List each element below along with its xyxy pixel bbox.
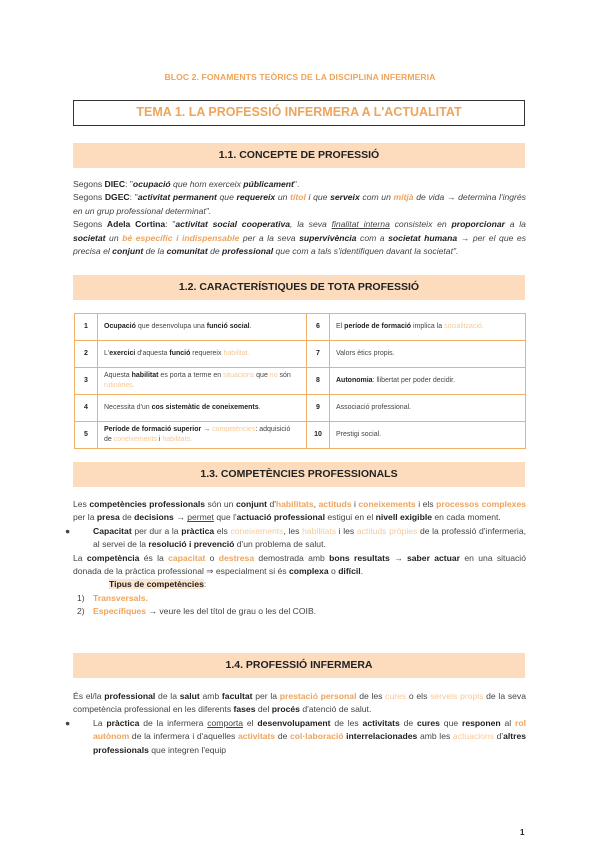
text-run: : " (129, 192, 138, 203)
characteristic-cell (98, 422, 307, 449)
text-run: en cada moment. (431, 512, 501, 523)
text-run: demostrada amb (254, 552, 330, 563)
text-run: un (105, 232, 123, 243)
text-run: els (214, 525, 231, 536)
text-run: . (258, 404, 261, 411)
table-row (75, 314, 526, 341)
table-row (75, 395, 526, 422)
text-run: o (205, 552, 219, 563)
text-run: , les (283, 525, 303, 536)
text-run: de (399, 717, 418, 728)
text-run: professional (104, 691, 156, 701)
text-run: cures (417, 717, 440, 728)
text-run: amb (199, 691, 222, 701)
section-heading-1-2: 1.2. CARACTERÍSTIQUES DE TOTA PROFESSIÓ (73, 275, 525, 300)
text-run: de les (330, 717, 363, 728)
row-number: 7 (307, 341, 330, 368)
characteristic-cell (330, 395, 526, 422)
text-run: per la (252, 691, 280, 701)
text-run: cos sistemàtic de coneixements (151, 404, 259, 411)
characteristic-cell (98, 341, 307, 368)
text-run: Adela Cortina (106, 219, 166, 230)
text-run: rutinàries. (104, 382, 135, 389)
text-run: habilitat (131, 372, 159, 379)
text-run: fases (233, 704, 256, 715)
text-run: competències (212, 426, 256, 433)
text-run: i els (415, 499, 437, 509)
section-heading-1-1: 1.1. CONCEPTE DE PROFESSIÓ (73, 143, 525, 168)
characteristic-cell (98, 368, 307, 395)
text-run: que (254, 372, 270, 379)
text-run: Segons (73, 179, 105, 189)
text-run: prestació personal (279, 691, 357, 701)
text-run: i les (336, 525, 357, 536)
section-1-4-body (65, 690, 527, 757)
text-run: que hom exerceix (170, 179, 244, 189)
text-run: període de formació (344, 323, 412, 330)
text-run: i (351, 499, 359, 509)
text-run: que (439, 717, 462, 728)
text-run: que desenvolupa una (135, 323, 207, 330)
topic-title: TEMA 1. LA PROFESSIÓ INFERMERA A L'ACTUALITAT (73, 100, 525, 126)
text-run: Aquesta (104, 372, 132, 379)
text-run: El (336, 323, 345, 330)
text-run: consisteix en (389, 219, 452, 230)
text-run: La (93, 717, 107, 728)
text-run: rol autònom (93, 717, 526, 742)
text-run: competència (86, 552, 140, 563)
text-run: funció (169, 350, 191, 357)
text-run: que l' (213, 512, 237, 523)
text-run: coneixements (358, 499, 416, 509)
text-run: de la seva competència professional en les diferents (73, 691, 526, 715)
text-run: que (216, 192, 237, 203)
text-run: i (156, 436, 163, 443)
text-run: és la (139, 552, 169, 563)
text-run: pràctica (181, 525, 215, 536)
text-run: implica la (411, 323, 445, 330)
text-run: són (277, 372, 291, 379)
text-run: capacitat (168, 552, 206, 563)
text-run: altres professionals (93, 731, 527, 755)
text-run: títol (290, 192, 306, 203)
text-run: es porta a terme en (158, 372, 224, 379)
text-run: supervivència (299, 232, 357, 243)
row-number: 8 (307, 368, 330, 395)
text-run: públicament (243, 179, 294, 189)
text-run: conjunt (112, 246, 144, 257)
text-run: serveix (330, 192, 360, 203)
text-run: amb les (417, 731, 453, 742)
definition-diec (73, 178, 526, 191)
bullet-text (93, 526, 526, 549)
text-run: Segons (73, 219, 107, 230)
text-run: d' (266, 499, 276, 509)
text-run: Les (73, 499, 90, 509)
text-run: habilitats (302, 525, 337, 536)
text-run: interrelacionades (346, 731, 418, 742)
text-run: ". (293, 179, 300, 189)
text-run: difícil (338, 566, 361, 577)
characteristics-table (74, 313, 526, 449)
text-run: destresa (218, 552, 255, 563)
text-run: socialització. (444, 323, 484, 330)
competence-types-list (73, 592, 526, 619)
text-run: , (313, 499, 319, 509)
text-run: decisions (134, 512, 174, 523)
text-run: el (243, 717, 258, 728)
row-number: 3 (75, 368, 98, 395)
text-run: com a (356, 232, 389, 243)
text-run: activitats (362, 717, 400, 728)
text-run: mitjà (393, 192, 414, 203)
text-run: actuació professional (236, 512, 325, 523)
text-run: Període de formació superior (104, 426, 202, 433)
table-row (75, 341, 526, 368)
text-run: de la infermera i d'aquelles (129, 731, 238, 742)
text-run: coneixements (113, 436, 157, 443)
text-run: pràctica (106, 717, 140, 728)
section-heading-1-4: 1.4. PROFESSIÓ INFERMERA (73, 653, 525, 678)
row-number: 10 (307, 422, 330, 449)
text-run: → (389, 552, 407, 563)
text-run: per dur a la (131, 525, 182, 536)
text-run: no (269, 372, 278, 379)
row-number: 5 (75, 422, 98, 449)
text-run: de la infermera (139, 717, 208, 728)
text-run: saber actuar (407, 552, 461, 563)
text-run: estigui en el (324, 512, 376, 523)
text-run: bons resultats (329, 552, 390, 563)
text-run: o (328, 566, 339, 577)
text-run: permet (187, 512, 214, 523)
bullet-icon: ● (65, 525, 71, 536)
text-run: finalitat interna (331, 219, 390, 230)
section-heading-1-3: 1.3. COMPETÈNCIES PROFESSIONALS (73, 462, 525, 487)
text-run: de (275, 731, 291, 742)
text-run: Necessita d'un (104, 404, 152, 411)
text-run: coneixements (230, 525, 284, 536)
row-number: 4 (75, 395, 98, 422)
text-run: conjunt (235, 499, 267, 509)
page-number: 1 (520, 828, 525, 837)
text-run: nivell exigible (375, 512, 432, 523)
text-run: d' (494, 731, 504, 742)
list-text (93, 593, 148, 603)
text-run: presa (96, 512, 120, 523)
text-run: que com a tals s'identifiquen davant la societat". (273, 246, 459, 257)
text-run: : " (165, 219, 176, 230)
text-run: activitat permanent (137, 192, 217, 203)
characteristic-cell (330, 422, 526, 449)
section-1-1-body (73, 178, 526, 258)
text-run: proporcionar (451, 219, 505, 230)
text-run: de les (356, 691, 386, 701)
text-run: Valors ètics propis. (336, 350, 395, 357)
list-item (73, 592, 526, 605)
list-item (73, 605, 526, 618)
table-row (75, 422, 526, 449)
text-run: de la professió d'infermeria, al servei de la (93, 525, 526, 550)
text-run: com un (359, 192, 394, 203)
text-run: de (207, 246, 223, 257)
text-run: exercici (109, 350, 136, 357)
text-run: → (201, 426, 213, 433)
text-run: L' (104, 350, 110, 357)
text-run: processos complexes (436, 499, 527, 509)
text-run: de la (143, 246, 167, 257)
text-run: → (173, 512, 188, 523)
text-run: al (500, 717, 516, 728)
text-run: comporta (207, 717, 244, 728)
text-run: . (360, 566, 364, 577)
text-run: → per el que es precisa el (73, 232, 526, 257)
text-run: Transversals. (93, 592, 148, 603)
text-run: a la (504, 219, 526, 230)
characteristic-cell (330, 314, 526, 341)
nurse-definition (73, 690, 526, 717)
text-run: habilitats. (162, 436, 192, 443)
competencies-paragraph (73, 498, 526, 525)
list-number: 2) (77, 606, 85, 617)
text-run: funció social (206, 323, 250, 330)
bullet-item (65, 717, 527, 757)
block-title: BLOC 2. FONAMENTS TEÒRICS DE LA DISCIPLINA INFERMERIA (164, 72, 436, 82)
text-run: Capacitat (93, 525, 132, 536)
text-run: per a la seva (239, 232, 300, 243)
text-run: per la (73, 512, 97, 523)
text-run: competències professionals (89, 499, 206, 509)
text-run: Autonomia (336, 377, 373, 384)
text-run: requereix (190, 350, 224, 357)
text-run: societat humana (388, 232, 458, 243)
text-run: activitat social cooperativa (175, 219, 291, 230)
text-run: desenvolupament (257, 717, 331, 728)
text-run: Específiques (93, 606, 147, 617)
text-run: activitats (237, 731, 276, 742)
competence-paragraph (73, 552, 526, 579)
text-run: La (73, 552, 87, 563)
text-run: actituds pròpies (356, 525, 418, 536)
text-run: DGEC (104, 192, 130, 203)
characteristic-cell (98, 314, 307, 341)
text-run: Ocupació (104, 323, 136, 330)
text-run: salut (179, 691, 200, 701)
text-run: que integren l'equip (148, 744, 227, 755)
bullet-icon: ● (65, 717, 71, 728)
characteristic-cell (330, 341, 526, 368)
text-run: resolució i prevenció (148, 539, 235, 550)
text-run: del (255, 704, 272, 715)
list-text (93, 606, 316, 616)
text-run: Segons (73, 192, 105, 203)
text-run: en una situació donada de la pràctica professional ⇒ especialment si és (73, 552, 526, 577)
types-title: Tipus de competències (109, 579, 204, 590)
text-run: facultat (221, 691, 253, 701)
row-number: 1 (75, 314, 98, 341)
text-run: : llibertat per poder decidir. (372, 377, 456, 384)
text-run: Prestigi social. (336, 431, 382, 438)
text-run: de la (155, 691, 180, 701)
text-run: És el/la (73, 691, 105, 701)
definition-dgec (73, 191, 526, 218)
text-run: professional (222, 246, 274, 257)
text-run: comunitat (166, 246, 208, 257)
text-run: complexa (288, 566, 329, 577)
row-number: 2 (75, 341, 98, 368)
bullet-text (93, 718, 526, 755)
text-run: Associació professional. (336, 404, 412, 411)
text-run: serveis propis (430, 691, 484, 701)
text-run: de (119, 512, 135, 523)
characteristic-cell (98, 395, 307, 422)
text-run: d'atenció de salut. (299, 704, 372, 715)
text-run: requereix (236, 192, 276, 203)
text-run: responen (461, 717, 501, 728)
bullet-item (65, 525, 526, 552)
text-run: habilitat. (223, 350, 250, 357)
text-run: : adquisició de (104, 426, 291, 443)
text-run: de vida → determina l'ingrés en un grup professional determinat". (73, 192, 526, 216)
row-number: 6 (307, 314, 330, 341)
text-run: , la seva (290, 219, 332, 230)
text-run: societat (73, 232, 106, 243)
characteristic-cell (330, 368, 526, 395)
text-run: ocupació (132, 179, 171, 189)
text-run: un (275, 192, 291, 203)
text-run: → veure les del títol de grau o les del COIB. (146, 606, 317, 617)
definition-adela-cortina (73, 218, 526, 258)
text-run: són un (205, 499, 236, 509)
table-row (75, 368, 526, 395)
text-run: d'un problema de salut. (234, 539, 326, 550)
text-run: DIEC (104, 179, 126, 189)
text-run: : " (125, 179, 133, 189)
text-run: actuacions (452, 731, 495, 742)
text-run: actituds (318, 499, 352, 509)
section-1-3-body: Les competències professionals són un conjunt d'habilitats, actituds i coneixements i els processos complexes per la presa de decisions → permet que l'actuació professional estigui en el nivell exigible en cada moment. ● Capacitat per dur a la pràctica els coneixements, les habilitats i les actituds pròpies de la professió d'infermeria, al servei de la resolució i prevenció d'un problema de salut. La competència és la capacitat o destresa demostrada amb bons resultats → saber actuar en una situació donada de la pràctica professional ⇒ especialment si és complexa o difícil. Tipus de competències: 1) Transversals. 2) Específiques → veure les del títol de grau o les del COIB. (73, 498, 526, 619)
text-run: procés (271, 704, 300, 715)
text-run: . (249, 323, 252, 330)
text-run: col·laboració (290, 731, 344, 742)
text-run: habilitats (275, 499, 314, 509)
list-number: 1) (77, 592, 85, 603)
text-run: d'aquesta (135, 350, 170, 357)
text-run: situacions (223, 372, 255, 379)
text-run: o els (406, 691, 431, 701)
text-run: cures (385, 691, 407, 701)
text-run: bé específic i indispensable (122, 232, 240, 243)
row-number: 9 (307, 395, 330, 422)
text-run: i que (305, 192, 331, 203)
